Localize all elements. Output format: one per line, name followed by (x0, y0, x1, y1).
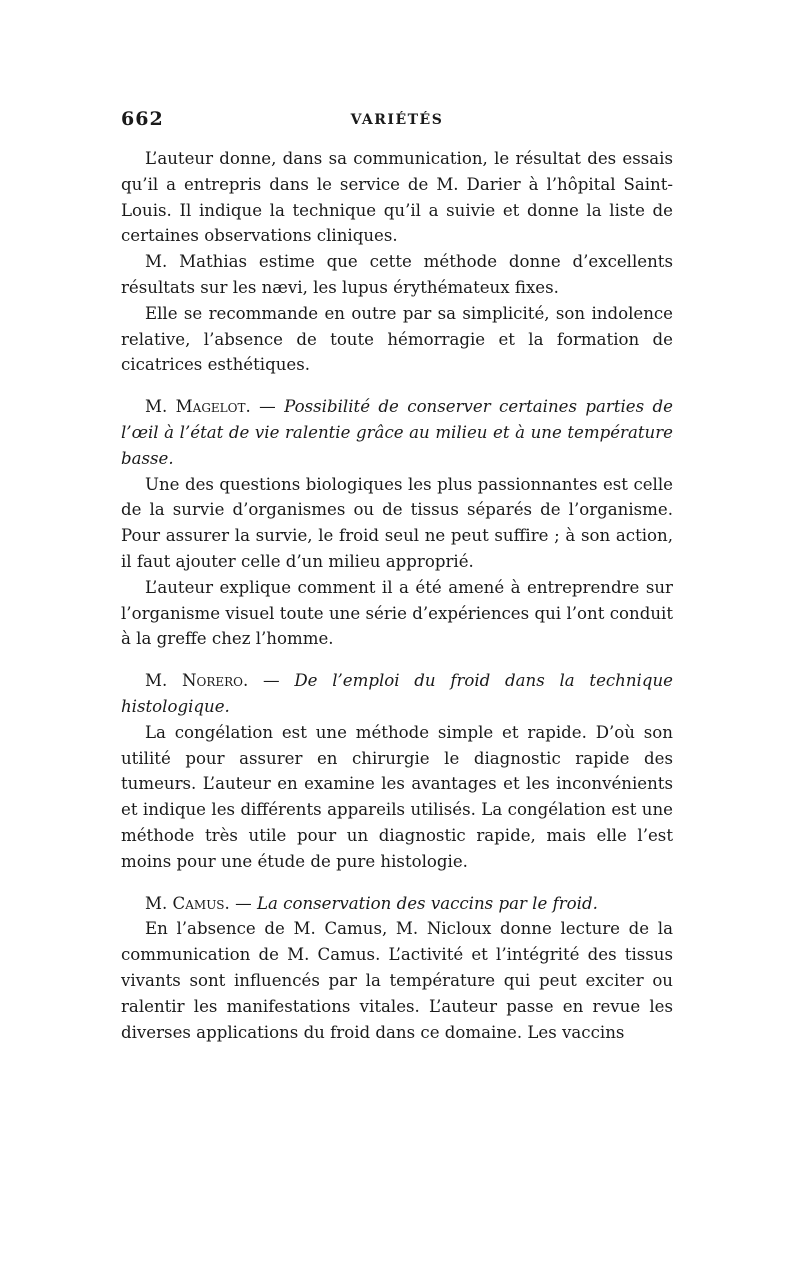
paragraph: L’auteur explique comment il a été amené à entreprendre sur l’organisme visuel toute une série d’expériences qui l’ont conduit à la greffe chez l’homme. (121, 577, 673, 649)
entry-title: De l’emploi du froid dans la technique histologique. (121, 671, 673, 716)
entry-dash: — (250, 397, 285, 417)
entry-heading (121, 891, 673, 917)
entry-magelot (121, 394, 673, 652)
paragraph: L’auteur donne, dans sa communication, le résultat des essais qu’il a entrepris dans le service de M. Darier à l’hôpital Saint-Louis. Il indique la technique qu’il a suivie et donne la liste de certaines observations cliniques. (121, 149, 673, 246)
entry-heading (121, 668, 673, 720)
paragraph: La congélation est une méthode simple et rapide. D’où son utilité pour assurer en chirurgie le diagnostic rapide des tumeurs. L’auteur en examine les avantages et les inconvénients et indique les différents appareils utilisés. La congélation est une méthode très utile pour un diagnostic rapide, mais elle l’est moins pour une étude de pure histologie. (121, 722, 673, 871)
entry-author: M. Camus. (145, 893, 230, 913)
running-head: VARIÉTÉS (350, 112, 444, 128)
entry-norero (121, 668, 673, 874)
entry-author: M. Magelot. (145, 397, 251, 417)
entry-author: M. Norero. (145, 671, 249, 691)
page-number: 662 (121, 108, 164, 130)
paragraph: Une des questions biologiques les plus passionnantes est celle de la survie d’organismes ou de tissus séparés de l’organisme. Pour assurer la survie, le froid seul ne peut suffire ; à son action, il faut ajouter celle d’un milieu approprié. (121, 474, 673, 571)
entry-camus (121, 891, 673, 1046)
book-page (121, 108, 673, 1045)
entry-dash: — (248, 671, 295, 691)
page-header (121, 108, 673, 138)
paragraph: En l’absence de M. Camus, M. Nicloux donne lecture de la communication de M. Camus. L’activité et l’intégrité des tissus vivants sont influencés par la température qui peut exciter ou ralentir les manifestations vitales. L’auteur passe en revue les diverses applications du froid dans ce domaine. Les vaccins (121, 919, 673, 1042)
entry-dash: — (229, 893, 257, 913)
paragraph: Elle se recommande en outre par sa simplicité, son indolence relative, l’absence de toute hémorragie et la formation de cicatrices esthétiques. (121, 303, 673, 375)
entry-title: La conservation des vaccins par le froid. (256, 893, 598, 913)
body-text (121, 146, 673, 1045)
entry-title: Possibilité de conserver certaines parties de l’œil à l’état de vie ralentie grâce au milieu et à une température basse. (121, 397, 673, 468)
entry-heading (121, 394, 673, 471)
paragraph: M. Mathias estime que cette méthode donne d’excellents résultats sur les nævi, les lupus érythémateux fixes. (121, 252, 673, 297)
